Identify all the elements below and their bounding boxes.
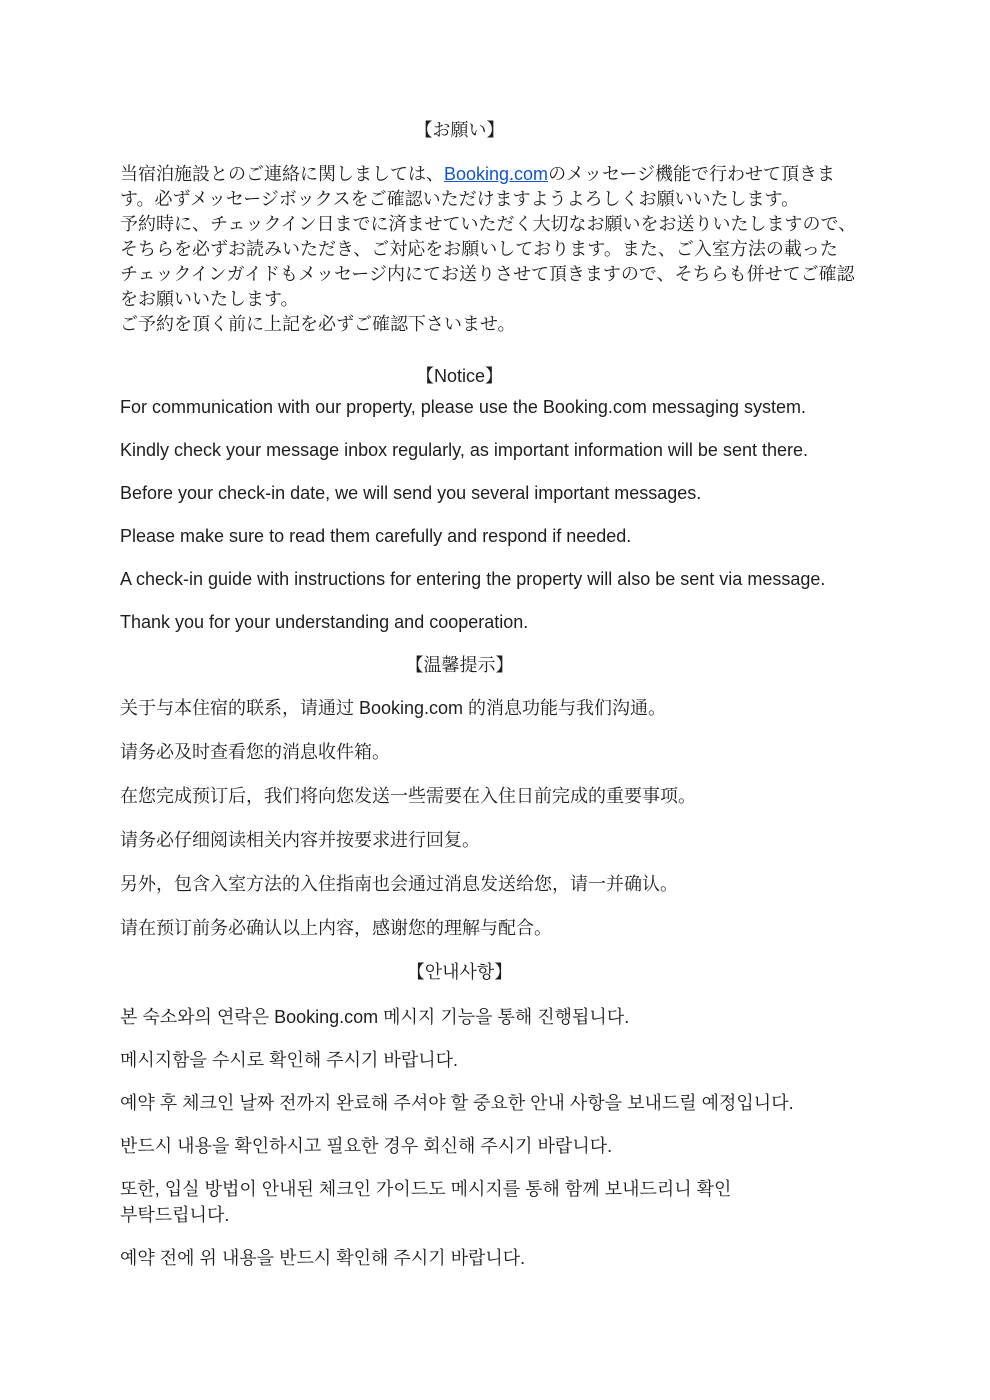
section-notice-english xyxy=(120,363,875,635)
paragraph xyxy=(120,783,875,809)
paragraph xyxy=(120,394,875,420)
text-run: 예약 후 체크인 날짜 전까지 완료해 주셔야 할 중요한 안내 사항을 보내드릴 예정입니다. xyxy=(120,1093,794,1113)
paragraph xyxy=(120,162,875,337)
paragraph xyxy=(120,1176,875,1228)
section-heading-chinese-notice: 【温馨提示】 xyxy=(405,655,514,675)
text-line xyxy=(120,1004,875,1030)
text-run: す。必ずメッセージボックスをご確認いただけますようよろしくお願いいたします。 xyxy=(120,189,800,209)
text-line xyxy=(120,1202,875,1228)
paragraph xyxy=(120,695,875,721)
text-line xyxy=(120,162,875,187)
text-run: 请在预订前务必确认以上内容，感谢您的理解与配合。 xyxy=(120,918,552,938)
text-run: 关于与本住宿的联系，请通过 Booking.com 的消息功能与我们沟通。 xyxy=(120,698,667,718)
text-line xyxy=(120,394,875,420)
text-run: 请务必仔细阅读相关内容并按要求进行回复。 xyxy=(120,830,480,850)
text-run: ご予約を頂く前に上記を必ずご確認下さいませ。 xyxy=(120,314,516,334)
text-run: Before your check-in date, we will send you several important messages. xyxy=(120,483,702,503)
paragraph xyxy=(120,1133,875,1159)
section-korean-notice xyxy=(120,959,875,1271)
text-run: 본 숙소와의 연락은 Booking.com 메시지 기능을 통해 진행됩니다. xyxy=(120,1007,630,1027)
paragraph xyxy=(120,566,875,592)
paragraph xyxy=(120,915,875,941)
text-run: 반드시 내용을 확인하시고 필요한 경우 회신해 주시기 바랍니다. xyxy=(120,1136,613,1156)
paragraph xyxy=(120,609,875,635)
text-line xyxy=(120,287,875,312)
section-chinese-notice xyxy=(120,652,875,941)
text-line xyxy=(120,437,875,463)
paragraph xyxy=(120,523,875,549)
text-run: 메시지함을 수시로 확인해 주시기 바랍니다. xyxy=(120,1050,458,1070)
text-run: Kindly check your message inbox regularly, as important information will be sent there. xyxy=(120,440,808,460)
paragraph xyxy=(120,1245,875,1271)
text-run: Please make sure to read them carefully and respond if needed. xyxy=(120,526,632,546)
section-heading-korean-notice: 【안내사항】 xyxy=(406,962,513,982)
text-line xyxy=(120,237,875,262)
text-run: 另外，包含入室方法的入住指南也会通过消息发送给您，请一并确认。 xyxy=(120,874,678,894)
text-run: For communication with our property, please use the Booking.com messaging system. xyxy=(120,397,806,417)
text-run: A check-in guide with instructions for entering the property will also be sent via message. xyxy=(120,569,826,589)
section-heading-japanese-request: 【お願い】 xyxy=(414,120,505,140)
text-line xyxy=(120,915,875,941)
text-run: のメッセージ機能で行わせて頂きま xyxy=(548,164,835,184)
paragraph xyxy=(120,437,875,463)
text-run: チェックインガイドもメッセージ内にてお送りさせて頂きますので、そちらも併せてご確認 xyxy=(120,264,855,284)
text-run: 부탁드립니다. xyxy=(120,1205,230,1225)
text-run: 当宿泊施設とのご連絡に関しましては、 xyxy=(120,164,444,184)
text-line xyxy=(120,1245,875,1271)
text-line xyxy=(120,312,875,337)
text-line xyxy=(120,212,875,237)
booking-com-link[interactable]: Booking.com xyxy=(444,164,549,184)
text-line xyxy=(120,480,875,506)
text-line xyxy=(120,695,875,721)
text-line xyxy=(120,523,875,549)
text-line xyxy=(120,871,875,897)
paragraph xyxy=(120,739,875,765)
text-run: 请务必及时查看您的消息收件箱。 xyxy=(120,742,390,762)
text-line xyxy=(120,609,875,635)
paragraph xyxy=(120,1047,875,1073)
text-line xyxy=(120,739,875,765)
text-line xyxy=(120,1176,875,1202)
section-heading-notice-english: 【Notice】 xyxy=(415,366,504,386)
text-run: 在您完成预订后，我们将向您发送一些需要在入住日前完成的重要事项。 xyxy=(120,786,696,806)
text-line xyxy=(120,1047,875,1073)
text-run: 予約時に、チェックイン日までに済ませていただく大切なお願いをお送りいたしますので、 xyxy=(120,214,857,234)
text-line xyxy=(120,566,875,592)
text-run: 또한, 입실 방법이 안내된 체크인 가이드도 메시지를 통해 함께 보내드리니 확인 xyxy=(120,1179,732,1199)
paragraph xyxy=(120,1090,875,1116)
section-japanese-request xyxy=(120,117,875,337)
text-run: そちらを必ずお読みいただき、ご対応をお願いしております。また、ご入室方法の載った xyxy=(120,239,838,259)
paragraph xyxy=(120,1004,875,1030)
text-line xyxy=(120,262,875,287)
text-run: をお願いいたします。 xyxy=(120,289,299,309)
text-run: Thank you for your understanding and cooperation. xyxy=(120,612,529,632)
paragraph xyxy=(120,827,875,853)
paragraph xyxy=(120,480,875,506)
text-line xyxy=(120,1090,875,1116)
text-line xyxy=(120,783,875,809)
text-line xyxy=(120,187,875,212)
text-run: 예약 전에 위 내용을 반드시 확인해 주시기 바랍니다. xyxy=(120,1248,526,1268)
paragraph xyxy=(120,871,875,897)
text-line xyxy=(120,1133,875,1159)
text-line xyxy=(120,827,875,853)
